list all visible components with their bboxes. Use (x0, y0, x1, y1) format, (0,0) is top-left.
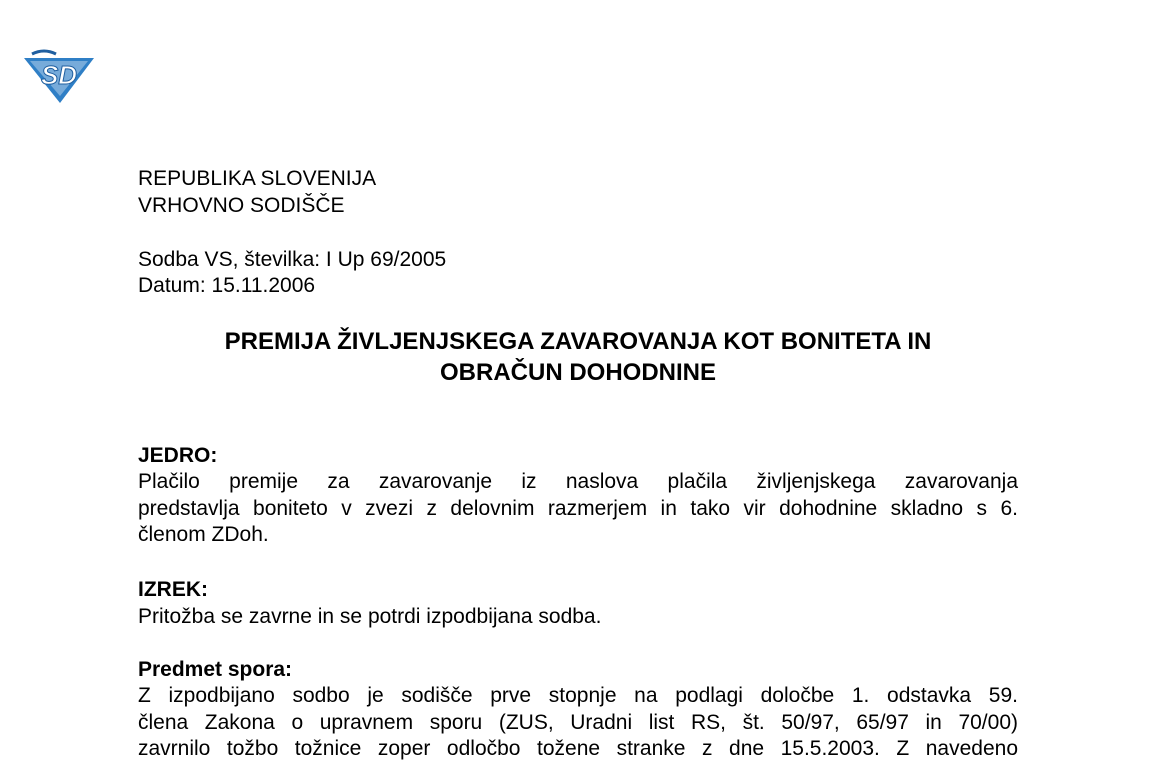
jedro-line: Plačilo premije za zavarovanje iz naslova plačila življenjskega zavarovanja (138, 470, 1018, 493)
jedro-line: predstavlja boniteto v zvezi z delovnim razmerjem in tako vir dohodnine skladno s 6. (138, 496, 1018, 520)
izrek-text: Pritožba se zavrne in se potrdi izpodbijana sodba. (138, 605, 602, 628)
predmet-line: Z izpodbijano sodbo je sodišče prve stopnje na podlagi določbe 1. odstavka 59. (138, 684, 1018, 707)
court-logo (22, 48, 96, 104)
country-name: REPUBLIKA SLOVENIJA (138, 167, 377, 190)
document-title-line-1: PREMIJA ŽIVLJENJSKEGA ZAVAROVANJA KOT BONITETA IN (224, 328, 932, 355)
court-name: VRHOVNO SODIŠČE (138, 194, 345, 217)
jedro-paragraph (138, 469, 1018, 549)
document-title-line-2: OBRAČUN DOHODNINE (440, 359, 716, 386)
case-date: Datum: 15.11.2006 (138, 274, 316, 297)
predmet-line: člena Zakona o upravnem sporu (ZUS, Uradni list RS, št. 50/97, 65/97 in 70/00) (138, 710, 1018, 734)
predmet-heading: Predmet spora: (138, 658, 293, 681)
predmet-paragraph (138, 683, 1018, 763)
jedro-heading: JEDRO: (138, 444, 218, 467)
predmet-line: zavrnilo tožbo tožnice zoper odločbo tožene stranke z dne 15.5.2003. Z navedeno (138, 737, 1018, 760)
jedro-line: členom ZDoh. (138, 523, 269, 546)
logo-letters: SD (40, 60, 78, 90)
logo-swoosh (32, 51, 56, 54)
case-number: Sodba VS, številka: I Up 69/2005 (138, 248, 447, 271)
izrek-heading: IZREK: (138, 578, 208, 601)
